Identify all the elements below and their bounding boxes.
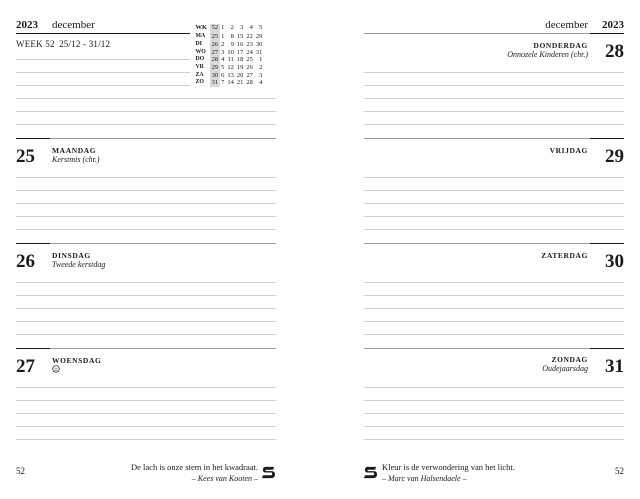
day-name: VRIJDAG	[549, 146, 588, 155]
mini-calendar	[194, 24, 264, 87]
quote-author: – Marc van Halsendaele –	[382, 474, 467, 483]
ruled-line	[16, 111, 276, 112]
ruled-line	[364, 295, 624, 296]
ruled-line	[16, 426, 276, 427]
day-number: 30	[605, 251, 624, 272]
right-year: 2023	[602, 19, 624, 31]
ruled-line	[16, 295, 276, 296]
day-number: 28	[605, 41, 624, 62]
ruled-line	[364, 426, 624, 427]
ruled-line	[364, 216, 624, 217]
ruled-line	[16, 124, 276, 125]
ruled-line	[364, 85, 624, 86]
day-rule-long	[364, 138, 590, 139]
ruled-line	[16, 190, 276, 191]
day-rule-short	[590, 243, 624, 244]
ruled-line	[364, 111, 624, 112]
ruled-line	[16, 334, 276, 335]
day-name: ZONDAG	[551, 355, 588, 364]
day-rule-short	[16, 348, 50, 349]
ruled-line	[364, 321, 624, 322]
day-name: ZATERDAG	[541, 251, 588, 260]
ruled-line	[16, 59, 190, 60]
mini-calendar-row: VR 29 5 12 19 26 2	[195, 64, 263, 72]
ruled-line	[364, 400, 624, 401]
ruled-line	[16, 177, 276, 178]
day-number: 29	[605, 146, 624, 167]
day-rule-short	[590, 33, 624, 34]
mini-calendar-row: MA 25 1 8 15 22 29	[195, 33, 263, 41]
moon-phase-icon	[52, 365, 60, 373]
page-number: 52	[615, 466, 624, 476]
ruled-line	[364, 72, 624, 73]
mini-calendar-row: DI 26 2 9 16 23 30	[195, 40, 263, 48]
day-rule-long	[364, 348, 590, 349]
ruled-line	[16, 98, 276, 99]
day-rule-short	[590, 348, 624, 349]
day-name: DONDERDAG	[533, 41, 588, 50]
ruled-line	[16, 282, 276, 283]
ruled-line	[364, 98, 624, 99]
quote-text: De lach is onze stem in het kwadraat.	[131, 462, 258, 472]
ruled-line	[16, 387, 276, 388]
mini-calendar-row: DO 28 4 11 18 25 1	[195, 56, 263, 64]
mini-calendar-row: WO 27 3 10 17 24 31	[195, 48, 263, 56]
ruled-line	[16, 203, 276, 204]
right-month: december	[545, 19, 588, 31]
ruled-line	[16, 216, 276, 217]
day-rule-short	[16, 138, 50, 139]
day-rule-long	[364, 33, 590, 34]
day-number: 27	[16, 356, 35, 377]
mini-calendar-row: ZO 31 7 14 21 28 4	[195, 79, 263, 87]
ruled-line	[364, 203, 624, 204]
week-range: 25/12 - 31/12	[59, 39, 111, 49]
ruled-line	[16, 308, 276, 309]
day-rule-short	[590, 138, 624, 139]
ruled-line	[364, 282, 624, 283]
day-number: 26	[16, 251, 35, 272]
brand-s-logo-icon	[262, 466, 275, 479]
ruled-line	[364, 387, 624, 388]
brand-s-logo-icon	[364, 466, 377, 479]
ruled-line	[16, 400, 276, 401]
ruled-line	[16, 85, 190, 86]
day-rule-short	[16, 243, 50, 244]
ruled-line	[16, 321, 276, 322]
holiday-note: Tweede kerstdag	[52, 260, 106, 269]
day-name: DINSDAG	[52, 251, 91, 260]
ruled-line	[16, 413, 276, 414]
day-name: MAANDAG	[52, 146, 97, 155]
ruled-line	[364, 177, 624, 178]
day-number: 25	[16, 146, 35, 167]
ruled-line	[16, 439, 276, 440]
ruled-line	[364, 413, 624, 414]
week-label: WEEK 52 25/12 - 31/12	[16, 39, 111, 49]
left-month: december	[52, 19, 95, 31]
mini-calendar-header: WK 52 1 2 3 4 5	[194, 24, 264, 33]
ruled-line	[364, 308, 624, 309]
day-name: WOENSDAG	[52, 356, 102, 365]
day-number: 31	[605, 356, 624, 377]
ruled-line	[16, 72, 190, 73]
holiday-note: Oudejaarsdag	[542, 364, 588, 373]
header-rule	[16, 33, 190, 34]
left-year: 2023	[16, 19, 38, 31]
day-rule-long	[364, 243, 590, 244]
mini-calendar-row: ZA 30 6 13 20 27 3	[195, 71, 263, 79]
holiday-note: Onnozele Kinderen (chr.)	[507, 50, 588, 59]
day-rule-long	[50, 243, 276, 244]
day-rule-long	[50, 348, 276, 349]
day-rule-long	[50, 138, 276, 139]
ruled-line	[16, 229, 276, 230]
page-number: 52	[16, 466, 25, 476]
ruled-line	[364, 334, 624, 335]
ruled-line	[364, 124, 624, 125]
quote-author: – Kees van Kooten –	[191, 474, 258, 483]
ruled-line	[364, 439, 624, 440]
ruled-line	[364, 229, 624, 230]
holiday-note: Kerstmis (chr.)	[52, 155, 100, 164]
ruled-line	[364, 190, 624, 191]
quote-text: Kleur is de verwondering van het licht.	[382, 462, 515, 472]
